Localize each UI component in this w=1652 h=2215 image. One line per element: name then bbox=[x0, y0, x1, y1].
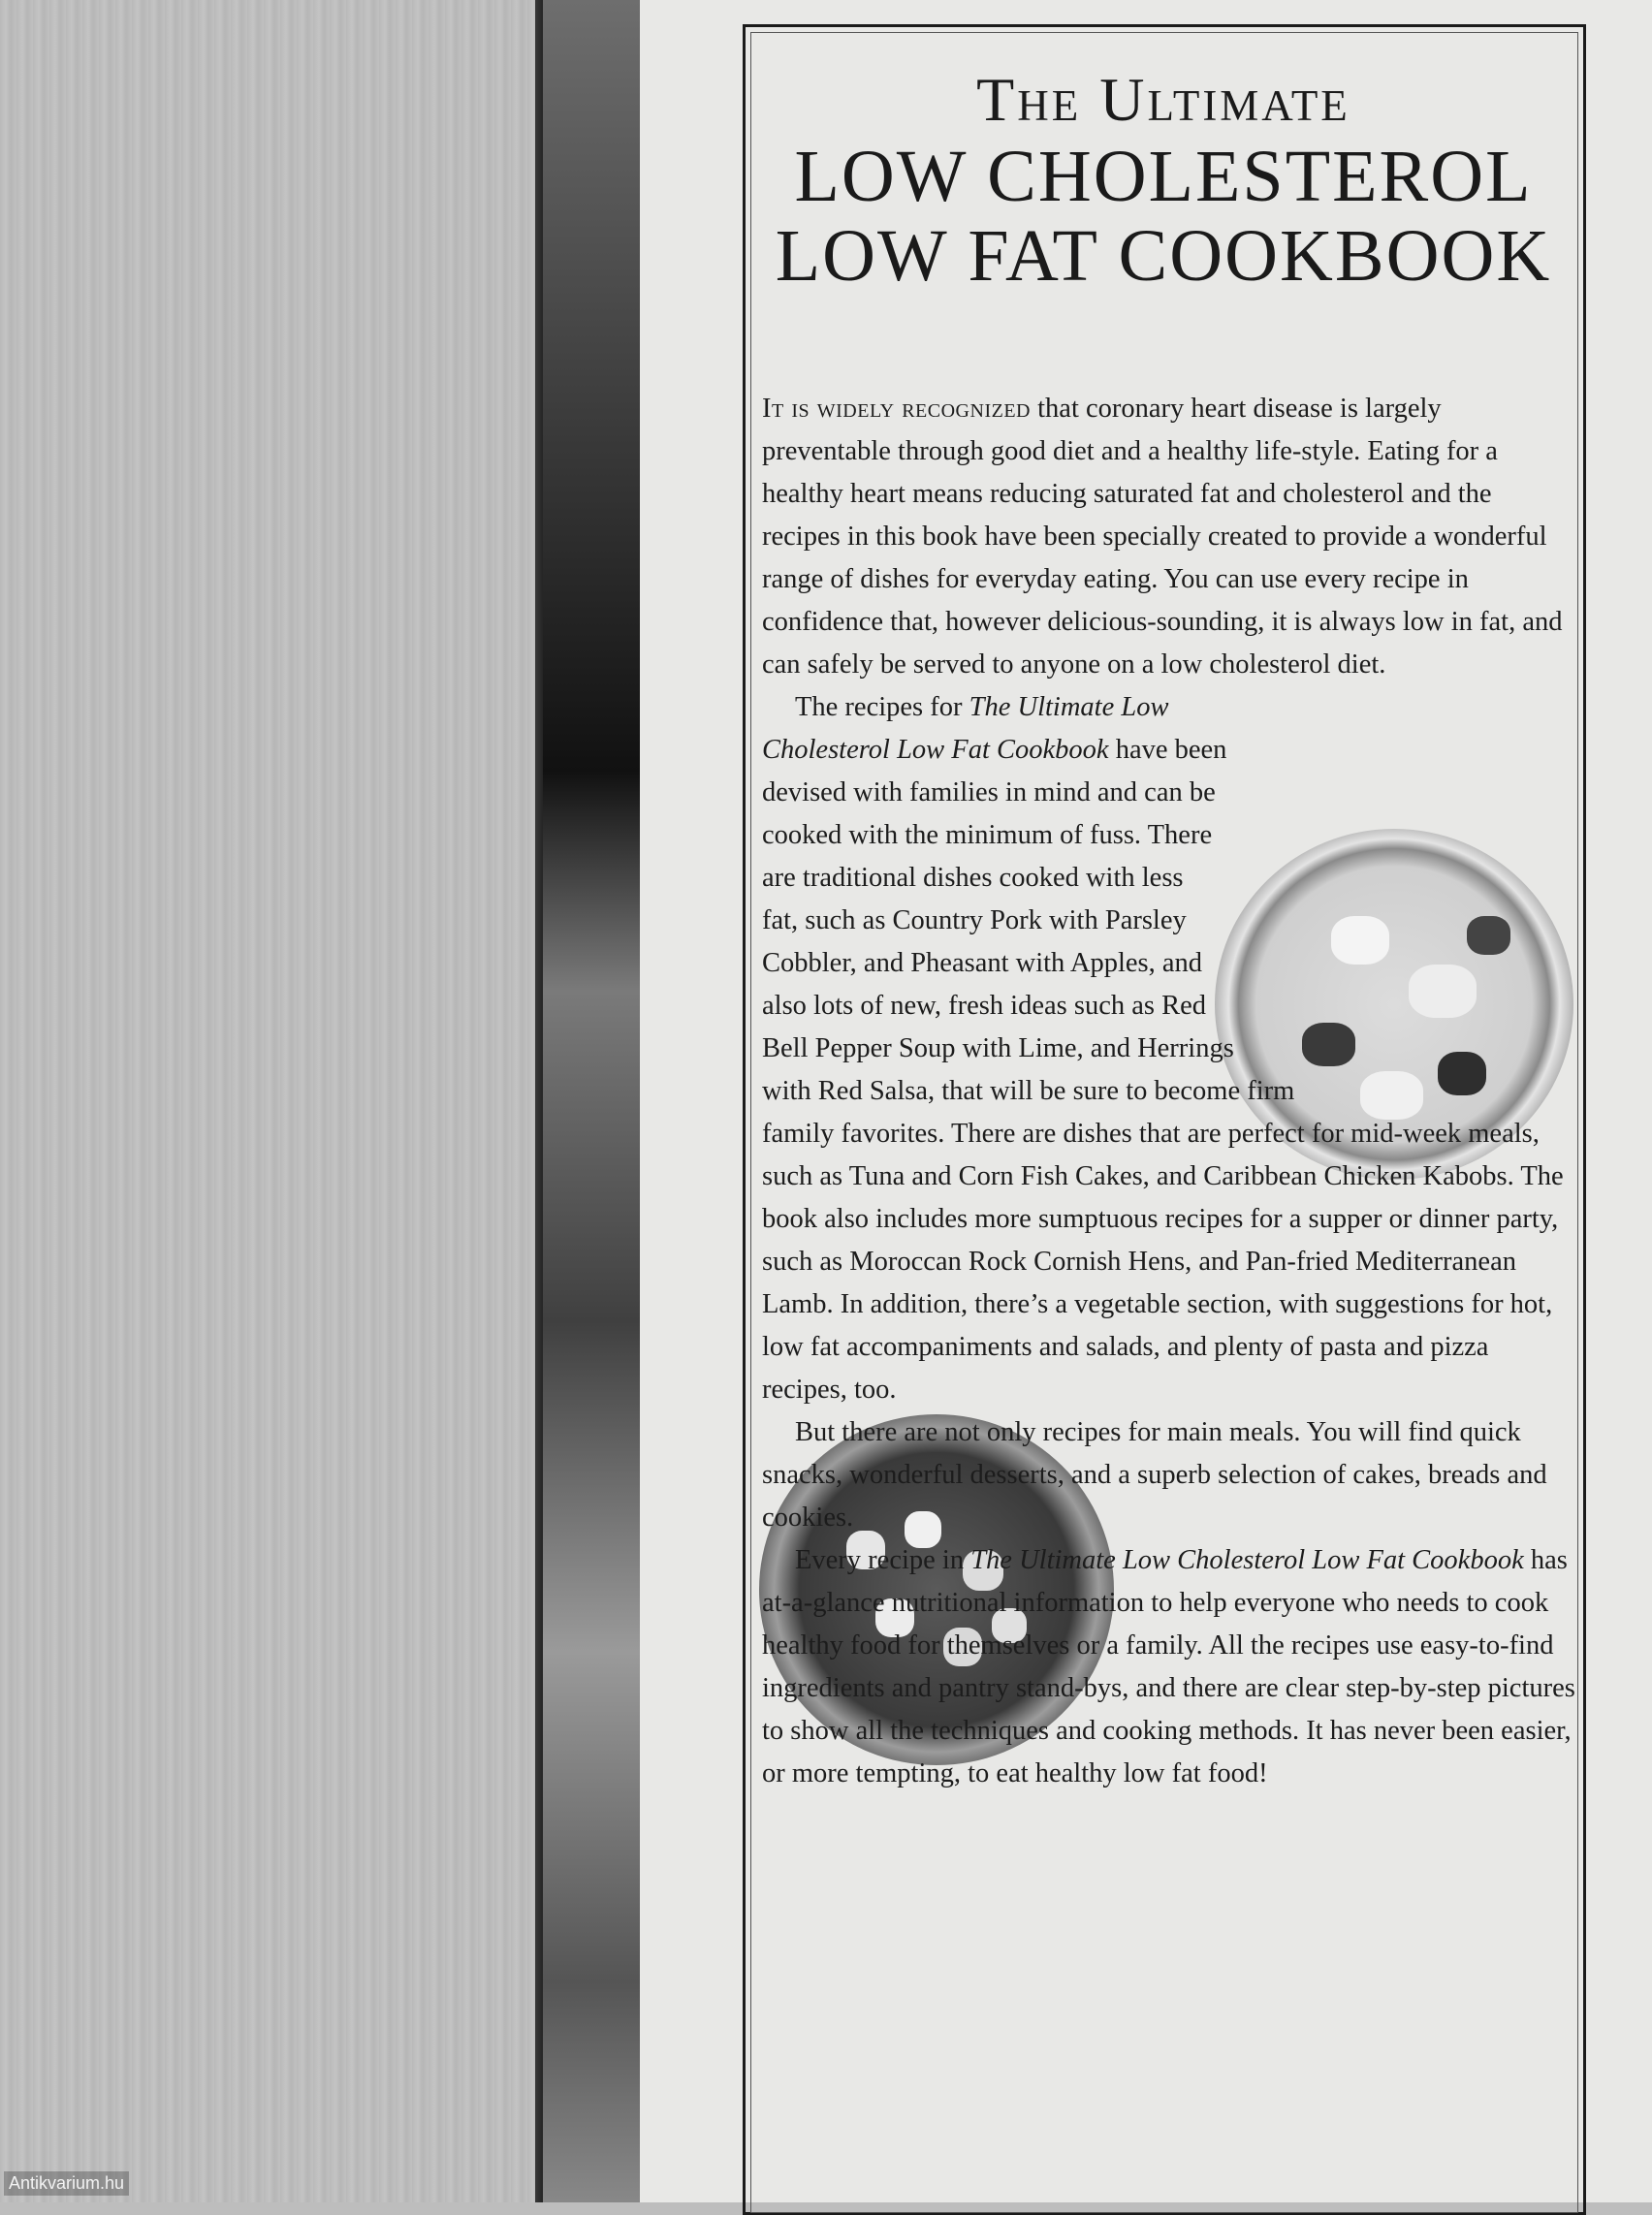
paragraph-2-start: The recipes for bbox=[795, 692, 969, 722]
title-line-2: LOW CHOLESTEROL bbox=[794, 136, 1533, 217]
book-title-italic-2: The Ultimate Low Cholesterol Low Fat Cookbook bbox=[970, 1545, 1524, 1575]
paragraph-1-body: that coronary heart disease is largely preventable through good diet and a healthy life-style. Eating for a healthy heart means reducing saturated fat and cholesterol and the recipes in this book have been specially created to provide a wonderful range of dishes for everyday eating. You can use every recipe in confidence that, however delicious-sounding, it is always low in fat, and can safely be served to anyone on a low cholesterol diet. bbox=[762, 394, 1563, 680]
paragraph-2-body: have been devised with families in mind and can be cooked with the minimum of fuss. There are traditional dishes cooked with less fat, such as Country Pork with Parsley Cobbler, and Pheasant with Apples, and also lots of new, fresh ideas such as Red Bell Pepper Soup with Lime, and Herrings with Red Salsa, that will be sure to become firm family favorites. There are dishes that are perfect for mid-week meals, such as Tuna and Corn Fish Cakes, and Caribbean Chicken Kabobs. The book also includes more sumptuous recipes for a supper or dinner party, such as Moroccan Rock Cornish Hens, and Pan-fried Mediterranean Lamb. In addition, there’s a vegetable section, with suggestions for hot, low fat accompaniments and salads, and plenty of pasta and pizza recipes, too. bbox=[762, 735, 1564, 1405]
lead-in: It is widely recognized bbox=[762, 394, 1031, 424]
paragraph-1 bbox=[762, 388, 1576, 686]
paragraph-4-start: Every recipe in bbox=[795, 1545, 971, 1575]
paragraph-4 bbox=[762, 1539, 1576, 1795]
paragraph-2 bbox=[762, 686, 1576, 1411]
book-title-italic: The Ultimate Low Cholesterol Low Fat Cookbook bbox=[762, 692, 1169, 765]
blurb-text bbox=[762, 388, 1576, 1795]
title-line-1: The Ultimate bbox=[976, 65, 1350, 134]
paragraph-3: But there are not only recipes for main meals. You will find quick snacks, wonderful desserts, and a superb selection of cakes, breads and cookies. bbox=[762, 1417, 1547, 1533]
jacket-photo-strip bbox=[543, 0, 640, 2202]
book-cover-board bbox=[0, 0, 535, 2202]
watermark: Antikvarium.hu bbox=[4, 2171, 129, 2196]
title-line-3: LOW FAT COOKBOOK bbox=[775, 215, 1552, 297]
paragraph-4-body: has at-a-glance nutritional information to help everyone who needs to cook healthy food for themselves or a family. All the recipes use easy-to-find ingredients and pantry stand-bys, and there are clear step-by-step pictures to show all the techniques and cooking methods. It has never been easier, or more tempting, to eat healthy low fat food! bbox=[762, 1545, 1575, 1788]
book-title bbox=[756, 63, 1571, 296]
